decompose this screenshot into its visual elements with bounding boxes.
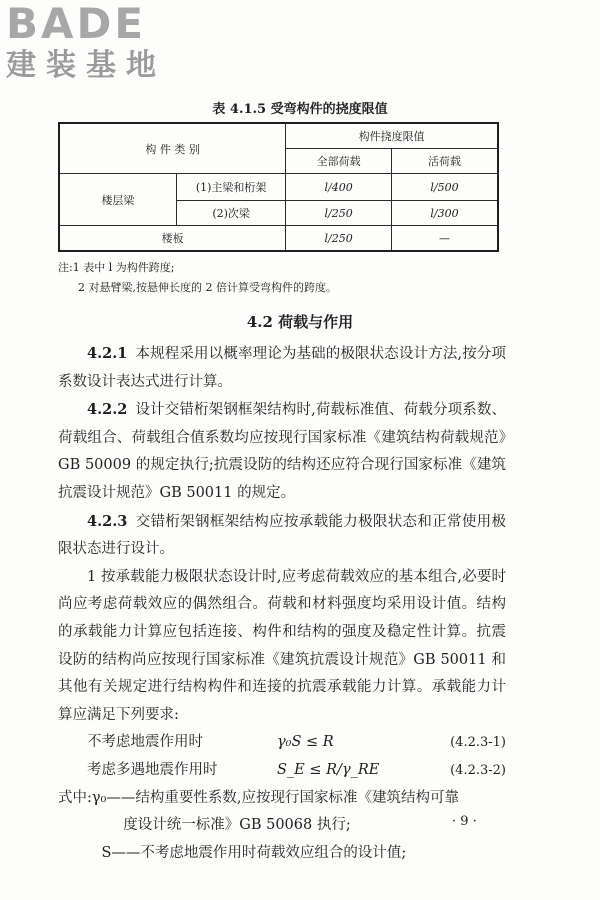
note-1: 注:1 表中 l 为构件跨度; (58, 261, 175, 274)
equation-1 (58, 729, 506, 757)
equation-formula: γ₀S ≤ R (277, 734, 334, 751)
note-2: 2 对悬臂梁,按悬伸长度的 2 倍计算受弯构件的跨度。 (78, 281, 337, 294)
clause-4-2-2 (58, 396, 506, 507)
cell-main-beam-full: l/400 (286, 174, 392, 201)
clause-4-2-3 (58, 508, 506, 564)
definition-s: S——不考虑地震作用时荷载效应组合的设计值; (101, 844, 407, 861)
clause-item-1: 1 按承载能力极限状态设计时,应考虑荷载效应的基本组合,必要时尚应考虑荷载效应的偶然组合。荷载和材料强度均采用设计值。结构的承载能力计算应包括连接、构件和结构的强度及稳定性计算。抗震设防的结构尚应按现行国家标准《建筑抗震设计规范》GB 50011 和其他有关规定进行结构构件和连接的抗震承载能力计算。承载能力计算应满足下列要求: (58, 568, 506, 723)
clause-text: 交错桁架钢框架结构应按承载能力极限状态和正常使用极限状态进行设计。 (58, 513, 506, 558)
clause-number: 4.2.3 (87, 512, 128, 530)
cell-floor-slab: 楼板 (59, 226, 286, 252)
equation-2 (58, 757, 506, 785)
header-member-type: 构 件 类 别 (59, 123, 286, 174)
logo-subtitle: 建装基地 (6, 48, 166, 83)
table-caption: 表 4.1.5 受弯构件的挠度限值 (212, 102, 388, 117)
clause-number: 4.2.1 (87, 345, 128, 362)
equation-number: (4.2.3-2) (450, 762, 506, 778)
clause-number: 4.2.2 (87, 401, 128, 419)
definition-gamma0: 式中:γ₀——结构重要性系数,应按现行国家标准《建筑结构可靠 (58, 789, 459, 806)
equation-number: (4.2.3-1) (450, 735, 506, 751)
deflection-limit-table (58, 122, 499, 252)
header-live-load: 活荷载 (391, 149, 498, 174)
section-title: 4.2 荷载与作用 (246, 313, 354, 331)
header-full-load: 全部荷载 (286, 149, 392, 174)
logo-wordmark: BADE (6, 0, 147, 48)
page-number: · 9 · (452, 814, 477, 829)
clause-4-2-1 (58, 340, 506, 396)
equation-label: 考虑多遇地震作用时 (87, 761, 218, 778)
cell-main-beam: (1)主梁和桁架 (176, 174, 285, 201)
cell-main-beam-live: l/500 (391, 174, 498, 201)
table-notes (58, 258, 337, 298)
body-text (58, 340, 506, 867)
clause-text: 设计交错桁架钢框架结构时,荷载标准值、荷载分项系数、荷载组合、荷载组合值系数均应按现行国家标准《建筑结构荷载规范》GB 50009 的规定执行;抗震设防的结构还应符合现行国家标准《建筑抗震设计规范》GB 50011 的规定。 (58, 402, 506, 501)
cell-floor-beam: 楼层梁 (59, 174, 176, 226)
cell-floor-slab-full: l/250 (286, 226, 392, 252)
equation-label: 不考虑地震作用时 (87, 734, 203, 751)
cell-secondary-beam-live: l/300 (391, 201, 498, 226)
header-deflection-limit: 构件挠度限值 (286, 123, 498, 149)
site-logo (6, 2, 166, 84)
definition-gamma0-continued: 度设计统一标准》GB 50068 执行; (123, 817, 351, 834)
equation-formula: S_E ≤ R/γ_RE (277, 761, 380, 778)
cell-floor-slab-live: — (391, 226, 498, 252)
cell-secondary-beam: (2)次梁 (176, 201, 285, 226)
cell-secondary-beam-full: l/250 (286, 201, 392, 226)
clause-text: 本规程采用以概率理论为基础的极限状态设计方法,按分项系数设计表达式进行计算。 (58, 346, 506, 390)
